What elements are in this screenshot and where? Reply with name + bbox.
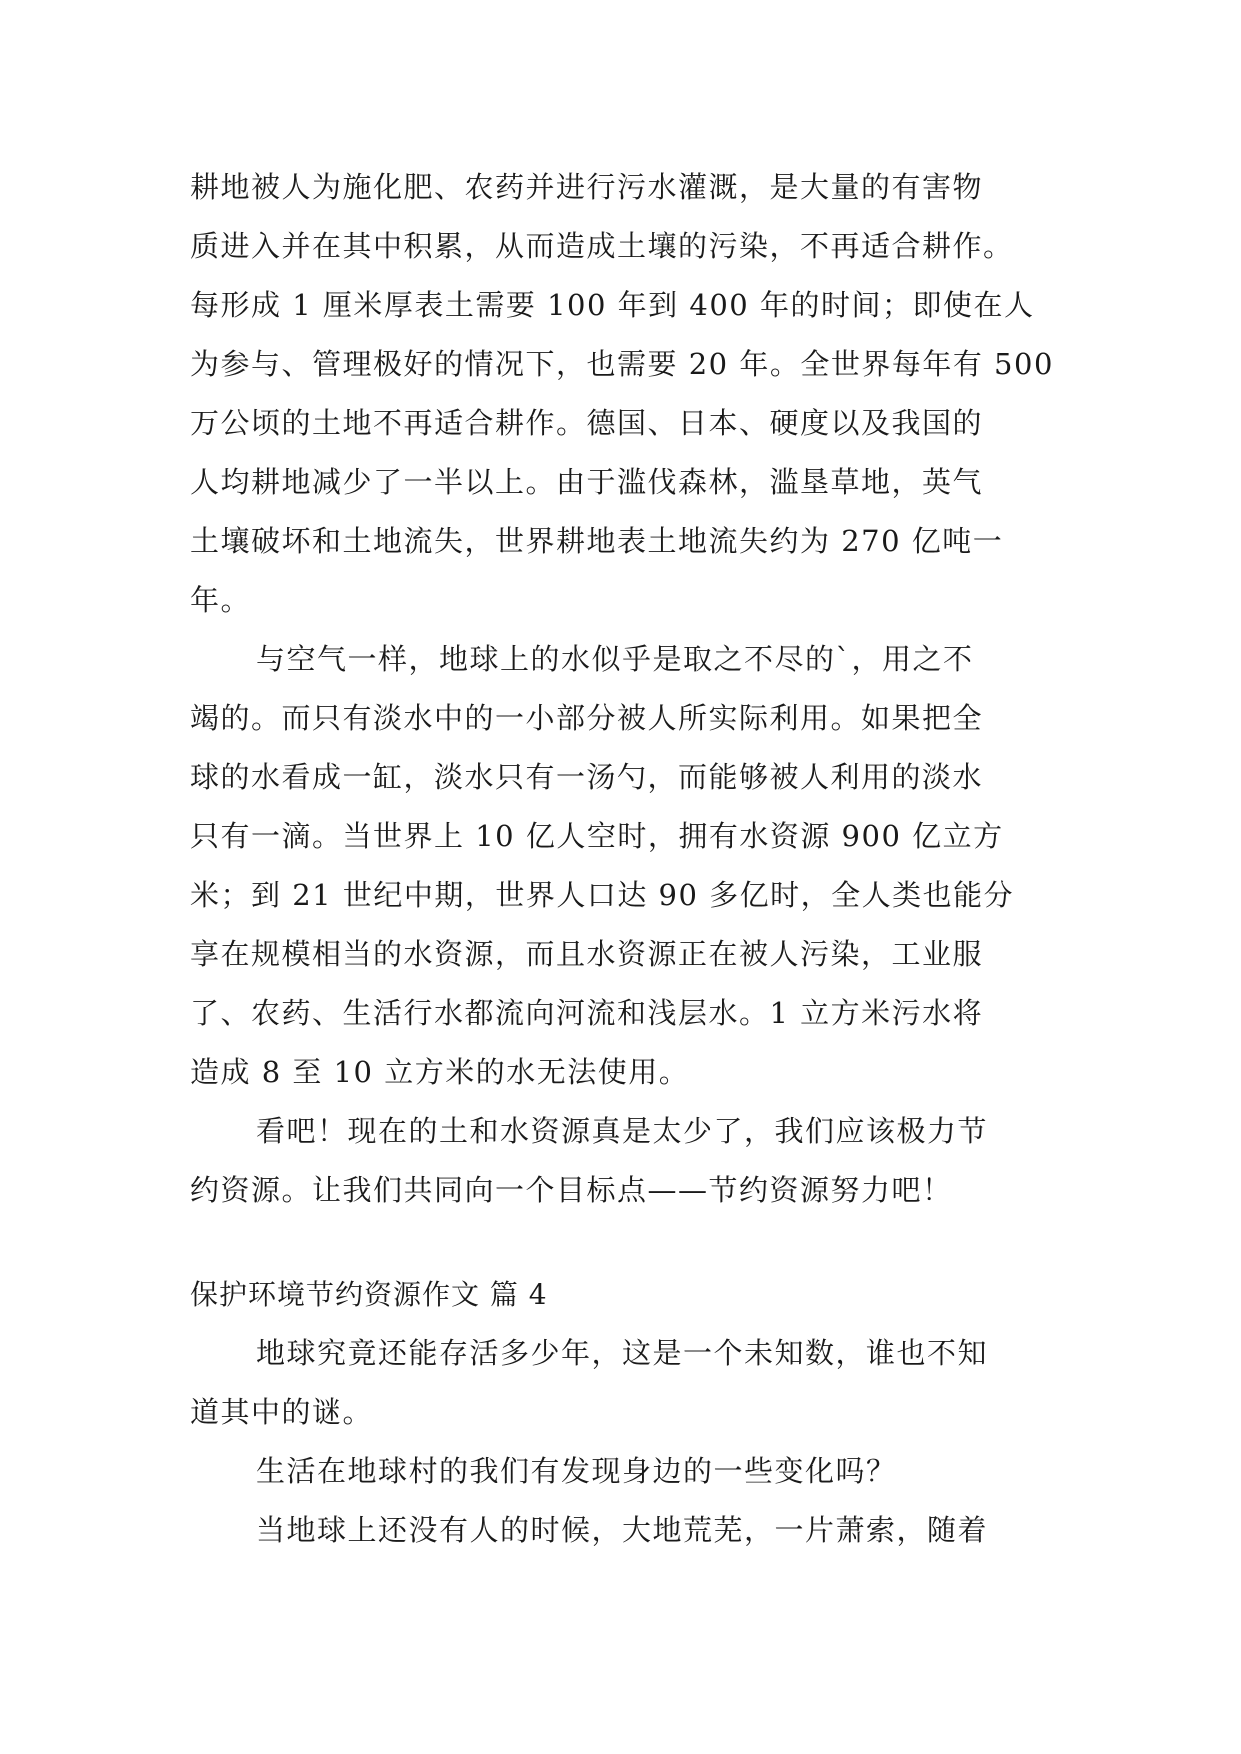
paragraph-essay4-intro	[190, 1324, 1058, 1442]
text-line: 道其中的谜。	[190, 1395, 374, 1429]
text-line: 竭的。而只有淡水中的一小部分被人所实际利用。如果把全	[190, 701, 984, 735]
text-line: 每形成 1 厘米厚表土需要 100 年到 400 年的时间；即使在人	[190, 288, 1035, 322]
text-line: 当地球上还没有人的时候，大地荒芜，一片萧索，随着	[256, 1513, 989, 1547]
text-line: 享在规模相当的水资源，而且水资源正在被人污染，工业服	[190, 937, 984, 971]
text-line: 米；到 21 世纪中期，世界人口达 90 多亿时，全人类也能分	[190, 878, 1015, 912]
text-line: 看吧！现在的土和水资源真是太少了，我们应该极力节	[256, 1114, 989, 1148]
text-line: 了、农药、生活行水都流向河流和浅层水。1 立方米污水将	[190, 996, 984, 1030]
text-line: 年。	[190, 583, 252, 617]
section-heading	[190, 1265, 1058, 1324]
paragraph-water	[190, 630, 1058, 1102]
text-line: 只有一滴。当世界上 10 亿人空时，拥有水资源 900 亿立方	[190, 819, 1004, 853]
text-line: 质进入并在其中积累，从而造成土壤的污染，不再适合耕作。	[190, 229, 1014, 263]
text-line: 耕地被人为施化肥、农药并进行污水灌溉，是大量的有害物	[190, 170, 984, 204]
paragraph-soil	[190, 158, 1058, 630]
text-line: 球的水看成一缸，淡水只有一汤勺，而能够被人利用的淡水	[190, 760, 984, 794]
text-line: 为参与、管理极好的情况下，也需要 20 年。全世界每年有 500	[190, 347, 1054, 381]
heading-text: 保护环境节约资源作文 篇 4	[190, 1278, 548, 1311]
paragraph-history	[190, 1501, 1058, 1560]
text-line: 万公顷的土地不再适合耕作。德国、日本、硬度以及我国的	[190, 406, 984, 440]
text-line: 地球究竟还能存活多少年，这是一个未知数，谁也不知	[256, 1336, 989, 1370]
text-line: 人均耕地减少了一半以上。由于滥伐森林，滥垦草地，英气	[190, 465, 984, 499]
text-line: 生活在地球村的我们有发现身边的一些变化吗？	[256, 1454, 897, 1488]
text-line: 土壤破坏和土地流失，世界耕地表土地流失约为 270 亿吨一	[190, 524, 1004, 558]
paragraph-conclusion	[190, 1102, 1058, 1220]
text-line: 约资源。让我们共同向一个目标点——节约资源努力吧！	[190, 1173, 953, 1207]
paragraph-question	[190, 1442, 1058, 1501]
text-line: 造成 8 至 10 立方米的水无法使用。	[190, 1055, 690, 1089]
text-line: 与空气一样，地球上的水似乎是取之不尽的`，用之不	[256, 642, 974, 676]
